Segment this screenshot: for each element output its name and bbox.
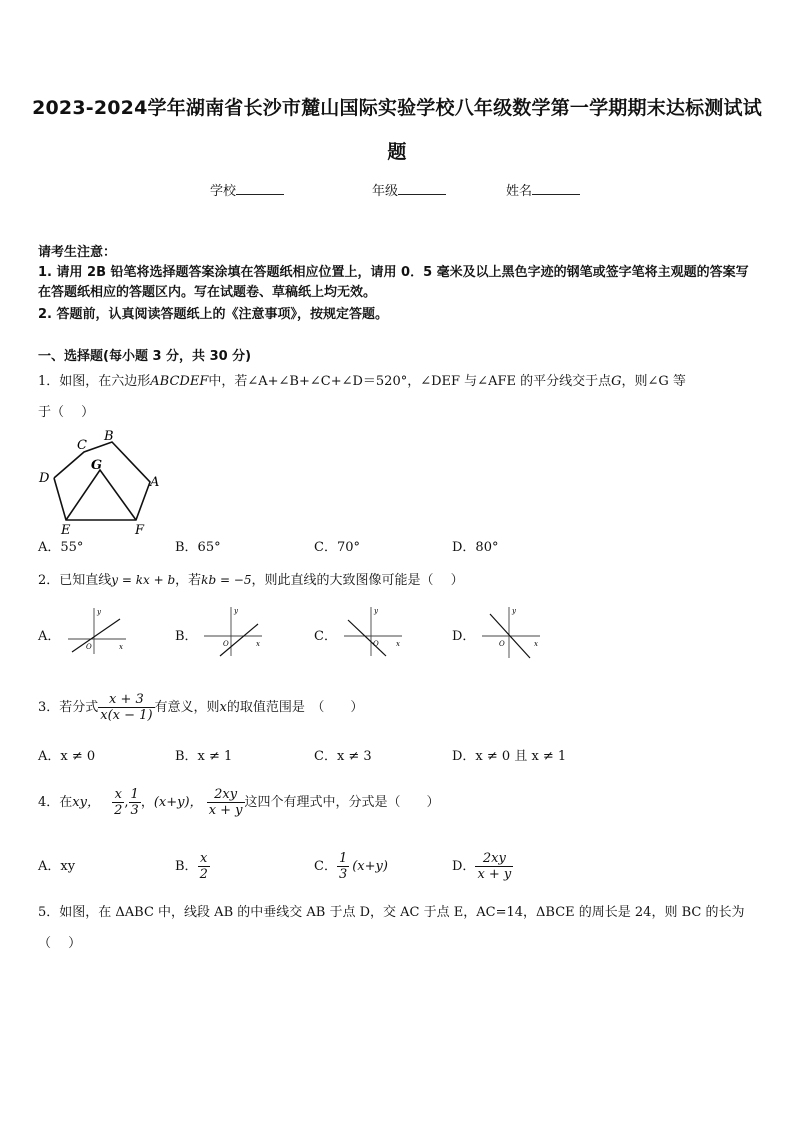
label-c: C	[77, 438, 87, 453]
q4-option-a[interactable]: A．xy	[38, 859, 76, 874]
q1-option-b[interactable]: B．65°	[175, 540, 221, 555]
svg-text:O: O	[373, 640, 379, 648]
q3-var: x	[219, 700, 227, 715]
q2-graph-a[interactable]	[64, 605, 128, 655]
q2-graph-c[interactable]	[340, 604, 404, 658]
name-field	[506, 180, 580, 199]
q1-figure-hexagon	[36, 428, 166, 536]
q3-option-d[interactable]: D．x ≠ 0 且 x ≠ 1	[452, 749, 567, 764]
q1-point: G	[611, 374, 622, 389]
label-a: A	[150, 475, 160, 490]
q2-graph-b[interactable]	[200, 604, 264, 658]
name-label: 姓名	[506, 184, 533, 199]
q4-frac-3: $\frac{2xy}{x + y}$	[208, 787, 243, 818]
label-g: G	[91, 458, 103, 473]
grade-label: 年级	[372, 184, 399, 199]
q4-text-b: 这四个有理式中，分式是（ ）	[244, 795, 440, 810]
notice-item-1: 1. 请用 2B 铅笔将选择题答案涂填在答题纸相应位置上，请用 0．5 毫米及以上黑色字迹的钢笔或签字笔将主观题的答案写在答题纸相应的答题区内。写在试题卷、草稿纸上均无效。	[38, 265, 749, 300]
q1-option-a[interactable]: A．55°	[38, 540, 84, 555]
grade-blank[interactable]	[398, 182, 446, 195]
svg-text:y: y	[234, 607, 238, 615]
q1-text-b: 中，若∠A+∠B+∠C+∠D＝520°，∠DEF 与∠AFE 的平分线交于点	[208, 374, 612, 389]
grade-field	[372, 180, 446, 199]
svg-text:y: y	[374, 607, 378, 615]
svg-text:x: x	[534, 640, 538, 648]
q2-text-b: ，若	[175, 573, 202, 588]
q1-hexagon: ABCDEF	[150, 374, 209, 389]
q3-text-a: 3．若分式	[38, 700, 99, 715]
q4-option-d[interactable]: D． $\frac{2xy}{x + y}$	[452, 851, 512, 882]
q3-stem	[38, 690, 363, 726]
q3-option-c[interactable]: C．x ≠ 3	[314, 749, 372, 764]
q5-stem: 5．如图，在 ΔABC 中，线段 AB 的中垂线交 AB 于点 D，交 AC 于点 E，AC=14，ΔBCE 的周长是 24，则 BC 的长为	[38, 905, 745, 920]
q3-option-b[interactable]: B．x ≠ 1	[175, 749, 233, 764]
svg-text:O: O	[223, 640, 229, 648]
q2-expr: y = kx + b	[111, 573, 176, 587]
q1-text-a: 1．如图，在六边形	[38, 374, 151, 389]
name-blank[interactable]	[532, 182, 580, 195]
section-heading: 一、选择题(每小题 3 分，共 30 分)	[38, 349, 252, 364]
q4-option-c[interactable]: C． $\frac{1}{3}$ (x+y)	[314, 851, 388, 882]
bisector-lines	[66, 470, 136, 520]
title-line-1: 2023-2024学年湖南省长沙市麓山国际实验学校八年级数学第一学期期末达标测试试	[32, 97, 762, 119]
q2-stem	[38, 570, 464, 591]
q4-option-b[interactable]: B． $\frac{x}{2}$	[175, 851, 208, 882]
q3-fraction: $\frac{x + 3}{x(x - 1)}$	[100, 692, 153, 723]
notice-item-2: 2. 答题前，认真阅读答题纸上的《注意事项》，按规定答题。	[38, 307, 389, 322]
q2-cond: kb = −5	[201, 573, 252, 587]
q4-frac-2: $\frac{1}{3}$	[130, 787, 139, 818]
q4-xpy: (x+y)，	[153, 795, 203, 810]
q1-text-c: ，则∠G 等	[621, 374, 686, 389]
school-label: 学校	[210, 184, 237, 199]
q5-stem-cont: （ ）	[38, 936, 82, 951]
q2-graph-d[interactable]	[478, 604, 542, 660]
label-e: E	[61, 523, 71, 536]
svg-text:x: x	[119, 643, 123, 651]
q1-option-c[interactable]: C．70°	[314, 540, 360, 555]
q2-text-a: 2．已知直线	[38, 573, 112, 588]
title-line-2: 题	[387, 141, 407, 163]
q3-text-c: 的取值范围是 （ ）	[226, 700, 364, 715]
q2-text-c: ，则此直线的大致图像可能是（ ）	[251, 573, 464, 588]
school-field	[210, 180, 284, 199]
q3-option-a[interactable]: A．x ≠ 0	[38, 749, 96, 764]
q1-stem	[38, 372, 686, 392]
svg-text:y: y	[512, 607, 516, 615]
label-f: F	[135, 523, 145, 536]
exam-title	[30, 86, 764, 174]
school-blank[interactable]	[236, 182, 284, 195]
q2-option-a-letter[interactable]: A．	[38, 629, 61, 644]
q4-text-a: 4．在	[38, 795, 73, 810]
svg-text:x: x	[396, 640, 400, 648]
svg-text:y: y	[97, 608, 101, 616]
hexagon-outline	[54, 442, 150, 520]
q3-text-b: 有意义，则	[154, 700, 220, 715]
notice-heading: 请考生注意：	[38, 245, 117, 260]
label-d: D	[39, 471, 50, 486]
q2-option-b-letter[interactable]: B．	[175, 629, 198, 644]
q4-xy: xy，	[72, 795, 100, 810]
q1-stem-cont: 于（ ）	[38, 405, 95, 420]
q4-frac-1: $\frac{x}{2}$	[114, 787, 123, 818]
label-b: B	[104, 429, 114, 444]
svg-text:O: O	[86, 643, 92, 651]
svg-text:O: O	[499, 640, 505, 648]
q4-stem: 4．在xy， $\frac{x}{2}$ , $\frac{1}{3}$ ，(x+y)， $\frac{2xy}{x + y}$ 这四个有理式中，分式是（ ）	[38, 787, 440, 818]
q1-option-d[interactable]: D．80°	[452, 540, 499, 555]
q2-option-c-letter[interactable]: C．	[314, 629, 337, 644]
q2-option-d-letter[interactable]: D．	[452, 629, 476, 644]
svg-text:x: x	[256, 640, 260, 648]
